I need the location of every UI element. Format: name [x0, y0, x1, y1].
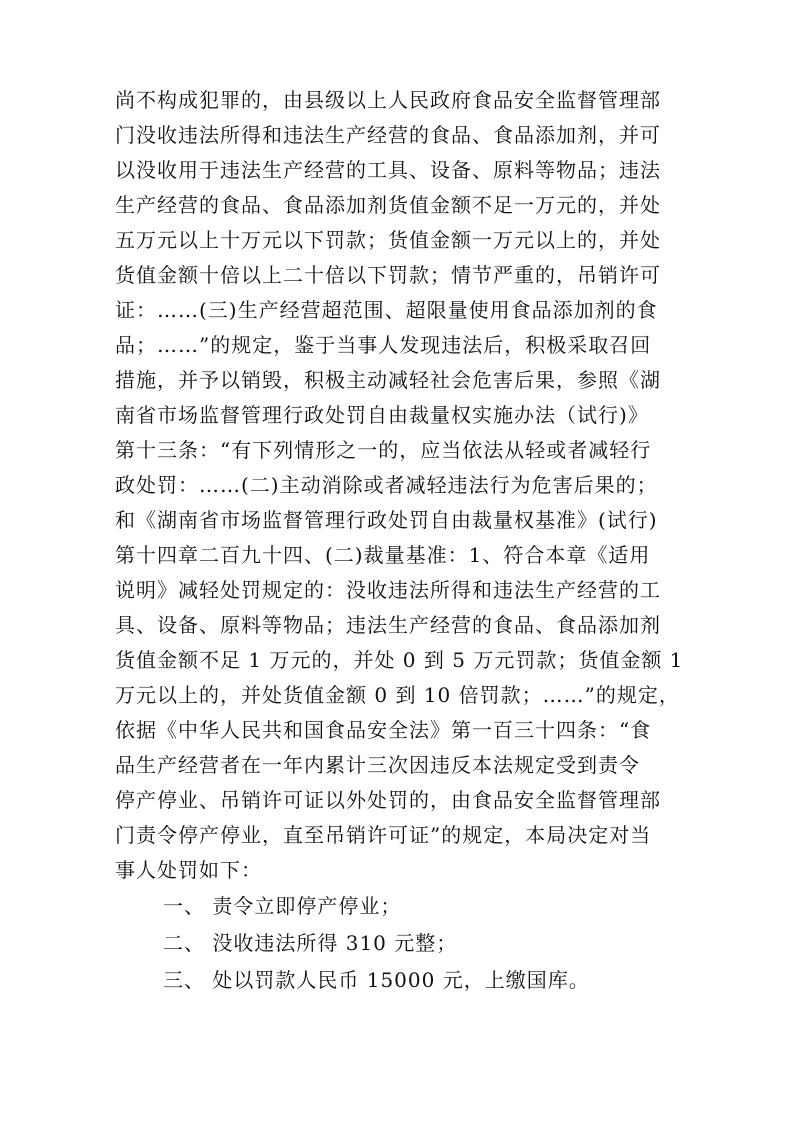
penalty-item-2: 二、 没收违法所得 310 元整； — [163, 931, 458, 955]
paragraph-line: 尚不构成犯罪的，由县级以上人民政府食品安全监督管理部 — [115, 88, 661, 112]
penalty-item-3: 三、 处以罚款人民币 15000 元，上缴国库。 — [163, 968, 590, 992]
paragraph-line: 五万元以上十万元以下罚款；货值金额一万元以上的，并处 — [115, 228, 661, 252]
paragraph-line: 南省市场监督管理行政处罚自由裁量权实施办法（试行)》 — [115, 403, 649, 427]
paragraph-line: 第十四章二百九十四、(二)裁量基准：1、符合本章《适用 — [115, 543, 651, 567]
paragraph-line: 依据《中华人民共和国食品安全法》第一百三十四条：“食 — [115, 718, 652, 742]
paragraph-line: 和《湖南省市场监督管理行政处罚自由裁量权基准》(试行) — [115, 508, 658, 532]
document-body — [115, 83, 690, 999]
paragraph-line: 以没收用于违法生产经营的工具、设备、原料等物品；违法 — [115, 158, 661, 182]
paragraph-line: 措施，并予以销毁，积极主动减轻社会危害后果，参照《湖 — [115, 368, 661, 392]
paragraph-line: 停产停业、吊销许可证以外处罚的，由食品安全监督管理部 — [115, 788, 661, 812]
paragraph-line: 万元以上的，并处货值金额 0 到 10 倍罚款；……”的规定， — [115, 683, 680, 707]
paragraph-line: 货值金额十倍以上二十倍以下罚款；情节严重的，吊销许可 — [115, 263, 661, 287]
paragraph-line: 门没收违法所得和违法生产经营的食品、食品添加剂，并可 — [115, 123, 661, 147]
paragraph-line: 具、设备、原料等物品；违法生产经营的食品、食品添加剂 — [115, 613, 661, 637]
paragraph-line: 品；……”的规定，鉴于当事人发现违法后，积极采取召回 — [115, 333, 652, 357]
paragraph-line: 品生产经营者在一年内累计三次因违反本法规定受到责令 — [115, 753, 640, 777]
paragraph-line: 说明》减轻处罚规定的：没收违法所得和违法生产经营的工 — [115, 578, 661, 602]
paragraph-line: 第十三条：“有下列情形之一的，应当依法从轻或者减轻行 — [115, 438, 652, 462]
paragraph-line: 事人处罚如下： — [115, 858, 262, 882]
paragraph-line: 生产经营的食品、食品添加剂货值金额不足一万元的，并处 — [115, 193, 661, 217]
paragraph-line: 政处罚：……(二)主动消除或者减轻违法行为危害后果的； — [115, 473, 658, 497]
paragraph-line: 证：……(三)生产经营超范围、超限量使用食品添加剂的食 — [115, 298, 658, 322]
penalty-item-1: 一、 责令立即停产停业； — [163, 894, 402, 918]
paragraph-line: 货值金额不足 1 万元的，并处 0 到 5 万元罚款；货值金额 1 — [115, 648, 684, 672]
paragraph-line: 门责令停产停业，直至吊销许可证”的规定，本局决定对当 — [115, 823, 652, 847]
